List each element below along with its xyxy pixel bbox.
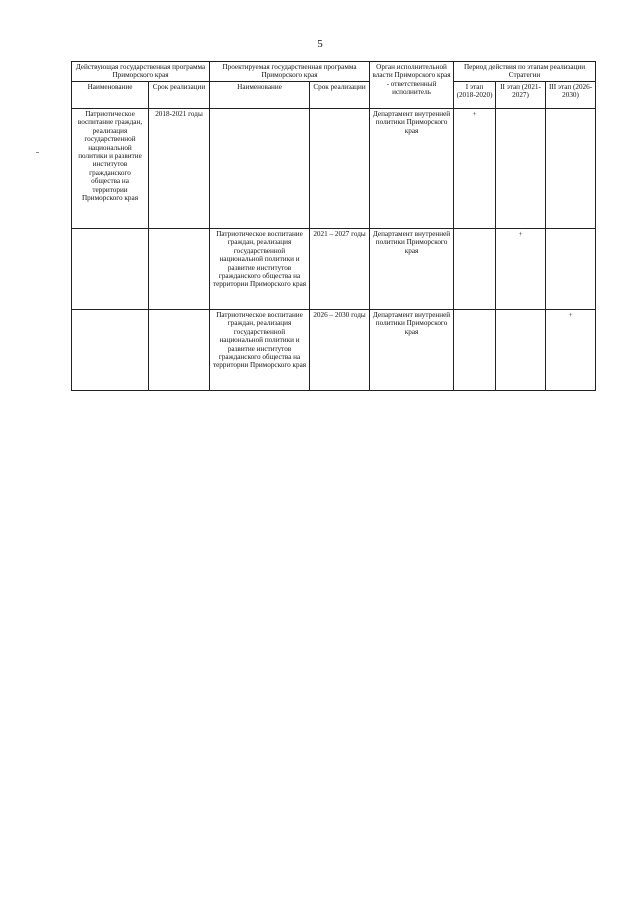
cell-executive-body: Департамент внутренней политики Приморского края: [370, 229, 454, 310]
cell-current-term: [149, 229, 210, 310]
cell-current-name: [72, 229, 149, 310]
cell-planned-name: [210, 109, 310, 229]
header-stage-3: III этап (2026-2030): [546, 82, 596, 109]
header-stage-2: II этап (2021-2027): [496, 82, 546, 109]
strategy-programs-table: [71, 61, 596, 391]
cell-planned-name: Патриотическое воспитание граждан, реализация государственной национальной политики и развитие институтов гражданского общества на территории Приморского края: [210, 229, 310, 310]
header-current-name: Наименование: [72, 82, 149, 109]
table-row: [72, 109, 596, 229]
cell-stage-2: [496, 310, 546, 391]
cell-stage-3: +: [546, 310, 596, 391]
table-row: [72, 229, 596, 310]
header-period: Период действия по этапам реализации Стратегии: [454, 62, 596, 82]
header-planned-program: Проектируемая государственная программа Приморского края: [210, 62, 370, 82]
cell-stage-3: [546, 109, 596, 229]
cell-planned-term: [310, 109, 370, 229]
cell-planned-term: 2026 – 2030 годы: [310, 310, 370, 391]
cell-current-name: Патриотическое воспитание граждан, реализация государственной национальной политики и развитие институтов гражданского общества на территории Приморского края: [72, 109, 149, 229]
cell-stage-1: [454, 310, 496, 391]
cell-executive-body: Департамент внутренней политики Приморского края: [370, 109, 454, 229]
header-planned-name: Наименование: [210, 82, 310, 109]
cell-stage-1: +: [454, 109, 496, 229]
header-planned-term: Срок реализации: [310, 82, 370, 109]
header-row-groups: [72, 62, 596, 82]
cell-stage-1: [454, 229, 496, 310]
cell-current-term: [149, 310, 210, 391]
cell-planned-term: 2021 – 2027 годы: [310, 229, 370, 310]
cell-stage-2: [496, 109, 546, 229]
margin-mark: [36, 152, 39, 153]
cell-current-term: 2018-2021 годы: [149, 109, 210, 229]
cell-executive-body: Департамент внутренней политики Приморского края: [370, 310, 454, 391]
header-current-term: Срок реализации: [149, 82, 210, 109]
header-row-columns: [72, 82, 596, 109]
cell-stage-3: [546, 229, 596, 310]
cell-current-name: [72, 310, 149, 391]
table-row: [72, 310, 596, 391]
cell-stage-2: +: [496, 229, 546, 310]
header-current-program: Действующая государственная программа Приморского края: [72, 62, 210, 82]
header-executive-body: Орган исполнительной власти Приморского края - ответственный исполнитель: [370, 62, 454, 109]
header-stage-1: I этап (2018-2020): [454, 82, 496, 109]
page-number: 5: [317, 38, 323, 50]
cell-planned-name: Патриотическое воспитание граждан, реализация государственной национальной политики и развитие институтов гражданского общества на территории Приморского края: [210, 310, 310, 391]
